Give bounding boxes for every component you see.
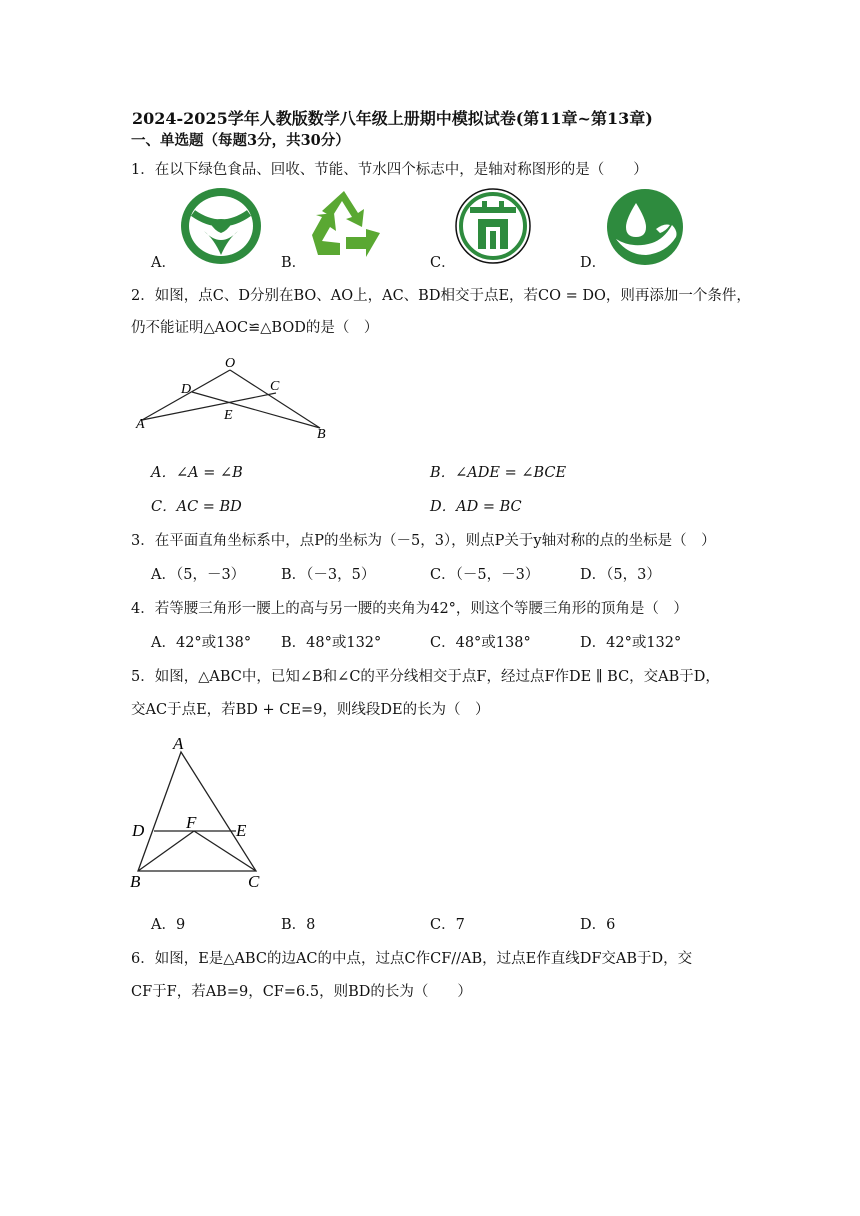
q2-label-d: D <box>181 382 192 397</box>
question-6-line-2: CF于F，若AB=9，CF=6.5，则BD的长为（ ） <box>131 984 472 1000</box>
q4-option-a[interactable]: A．42°或138° <box>151 635 252 651</box>
q3-option-d[interactable]: D．（5，3） <box>580 567 661 583</box>
water-saving-icon <box>606 189 684 269</box>
q5-option-b[interactable]: B．8 <box>281 917 316 933</box>
q5-label-c: C <box>248 872 260 891</box>
q5-option-c[interactable]: C．7 <box>430 917 465 933</box>
q3-option-b[interactable]: B．（－3，5） <box>281 567 376 583</box>
q5-label-b: B <box>130 872 141 891</box>
q4-option-c[interactable]: C．48°或138° <box>430 635 531 651</box>
question-1-text: 1．在以下绿色食品、回收、节能、节水四个标志中，是轴对称图形的是（ ） <box>131 162 648 178</box>
question-6-line-1: 6．如图，E是△ABC的边AC的中点，过点C作CF//AB，过点E作直线DF交AB于D，交 <box>131 951 693 967</box>
recycle-icon <box>306 187 386 269</box>
q2-option-d[interactable]: D．AD = BC <box>430 499 522 515</box>
exam-title: 2024-2025学年人教版数学八年级上册期中模拟试卷(第11章~第13章) <box>132 109 653 128</box>
q4-option-b[interactable]: B．48°或132° <box>281 635 382 651</box>
q5-label-a: A <box>173 734 184 753</box>
question-5-line-2: 交AC于点E，若BD + CE=9，则线段DE的长为（ ） <box>131 702 490 718</box>
q2-option-a[interactable]: A．∠A = ∠B <box>151 465 243 481</box>
q2-option-b[interactable]: B．∠ADE = ∠BCE <box>430 465 567 481</box>
q5-label-d: D <box>132 821 145 840</box>
q2-figure <box>130 350 340 449</box>
q2-label-b: B <box>317 427 326 442</box>
q5-label-f: F <box>186 813 197 832</box>
q2-label-o: O <box>225 356 236 371</box>
q2-label-a: A <box>136 417 145 432</box>
q1-option-a[interactable]: A． <box>151 255 176 271</box>
question-4-text: 4．若等腰三角形一腰上的高与另一腰的夹角为42°，则这个等腰三角形的顶角是（ ） <box>131 601 688 617</box>
q5-option-a[interactable]: A．9 <box>151 917 186 933</box>
energy-saving-icon <box>454 187 532 269</box>
green-food-icon <box>180 187 262 269</box>
q4-option-d[interactable]: D．42°或132° <box>580 635 682 651</box>
q2-label-e: E <box>224 408 233 423</box>
q1-option-c[interactable]: C． <box>430 255 456 271</box>
q1-option-d[interactable]: D． <box>580 255 607 271</box>
question-3-text: 3．在平面直角坐标系中，点P的坐标为（－5，3），则点P关于y轴对称的点的坐标是（ ） <box>131 533 716 549</box>
q3-option-c[interactable]: C．（－5，－3） <box>430 567 540 583</box>
question-2-line-1: 2．如图，点C、D分别在BO、AO上，AC、BD相交于点E，若CO = DO，则再添加一个条件， <box>131 288 751 304</box>
q1-option-b[interactable]: B． <box>281 255 307 271</box>
question-5-line-1: 5．如图，△ABC中，已知∠B和∠C的平分线相交于点F，经过点F作DE ∥ BC，交AB于D， <box>131 669 720 685</box>
q2-label-c: C <box>270 379 280 394</box>
q2-option-c[interactable]: C．AC = BD <box>151 499 242 515</box>
question-2-line-2: 仍不能证明△AOC≌△BOD的是（ ） <box>131 320 379 336</box>
q5-option-d[interactable]: D．6 <box>580 917 616 933</box>
section-heading: 一、单选题（每题3分，共30分） <box>131 132 350 149</box>
q5-figure <box>128 732 268 896</box>
q5-label-e: E <box>236 821 247 840</box>
q3-option-a[interactable]: A．（5，－3） <box>151 567 246 583</box>
